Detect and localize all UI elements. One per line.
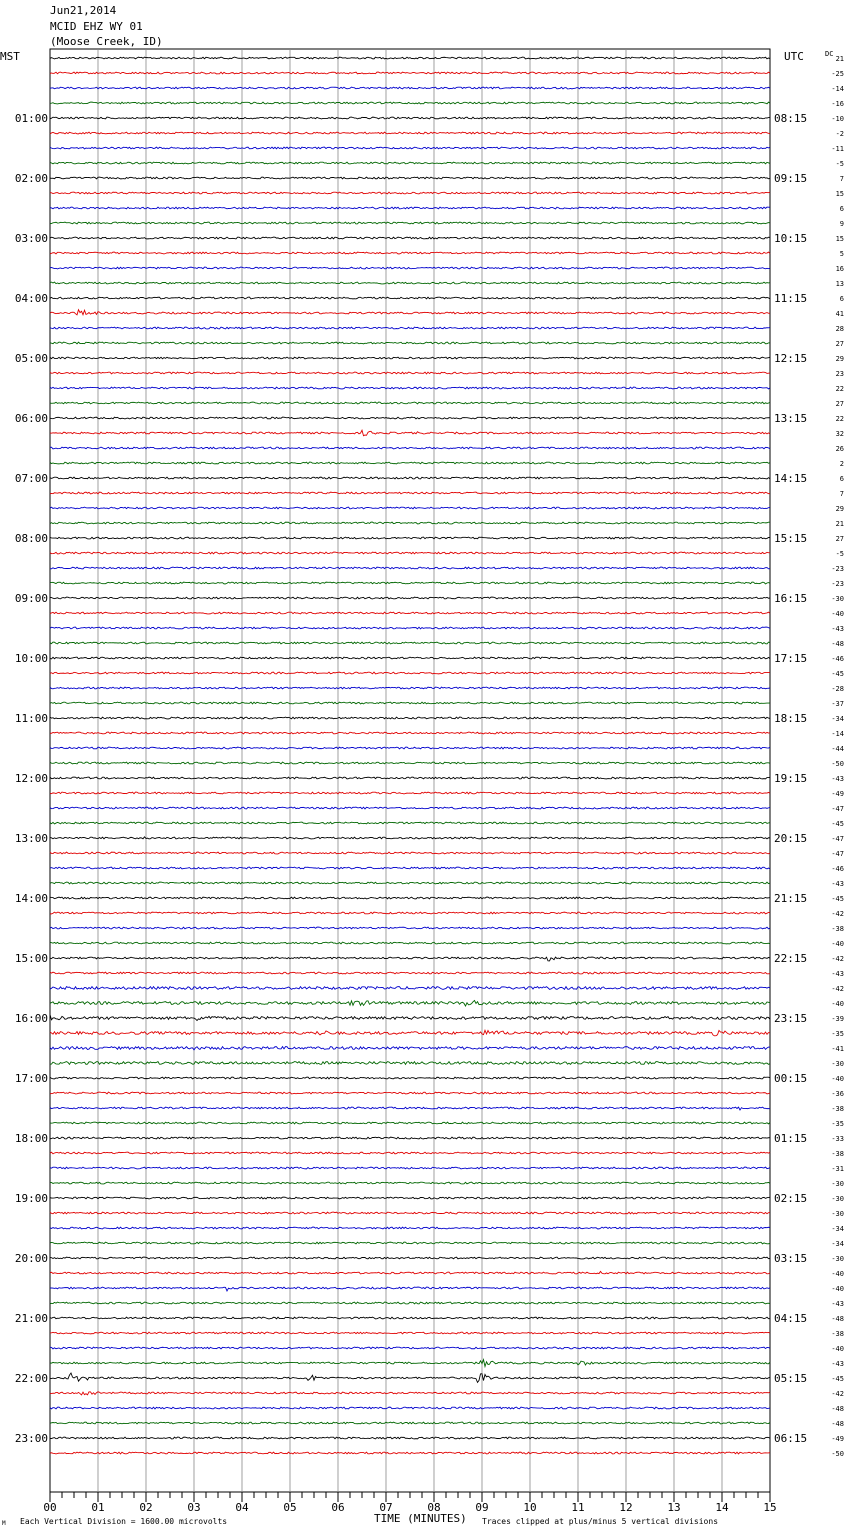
mst-hour-label: 15:00 [14, 952, 48, 965]
utc-hour-label: 14:15 [774, 472, 808, 485]
seismic-trace [50, 1152, 770, 1154]
seismic-trace [50, 972, 770, 974]
dc-offset-label: 27 [835, 535, 844, 543]
seismic-trace [50, 492, 770, 494]
dc-offset-label: -41 [831, 1045, 844, 1053]
x-tick-label: 03 [187, 1501, 201, 1514]
x-tick-label: 11 [571, 1501, 585, 1514]
seismic-trace [50, 612, 770, 614]
dc-offset-label: -34 [831, 715, 844, 723]
x-tick-label: 02 [139, 1501, 153, 1514]
x-tick-label: 15 [763, 1501, 777, 1514]
dc-offset-label: 15 [835, 235, 844, 243]
mst-hour-label: 17:00 [14, 1072, 48, 1085]
seismic-trace [50, 1122, 770, 1124]
x-tick-label: 08 [427, 1501, 441, 1514]
seismic-trace [50, 642, 770, 644]
dc-offset-label: -36 [831, 1090, 844, 1098]
seismic-trace [50, 72, 770, 74]
utc-hour-label: 23:15 [774, 1012, 808, 1025]
dc-offset-label: 9 [839, 220, 844, 228]
dc-offset-label: -45 [831, 820, 844, 828]
dc-offset-label: 26 [835, 445, 844, 453]
dc-offset-label: -43 [831, 625, 844, 633]
mst-hour-label: 02:00 [14, 172, 48, 185]
dc-offset-title: DC [825, 50, 834, 58]
dc-offset-label: 6 [839, 475, 844, 483]
seismic-trace [50, 237, 770, 239]
seismic-trace [50, 537, 770, 539]
seismic-trace [50, 402, 770, 404]
seismic-trace [50, 252, 770, 254]
seismic-trace [50, 747, 770, 749]
dc-offset-label: -14 [831, 85, 844, 93]
dc-offset-label: 32 [835, 430, 844, 438]
dc-offset-label: -14 [831, 730, 844, 738]
dc-offset-label: -42 [831, 955, 844, 963]
seismic-trace [50, 132, 770, 134]
x-tick-label: 10 [523, 1501, 537, 1514]
seismic-trace [50, 1360, 770, 1367]
utc-hour-label: 04:15 [774, 1312, 808, 1325]
dc-offset-label: -38 [831, 1150, 844, 1158]
utc-hour-label: 15:15 [774, 532, 808, 545]
dc-offset-label: -48 [831, 640, 844, 648]
seismic-trace [50, 627, 770, 629]
seismic-trace [50, 222, 770, 224]
seismic-trace [50, 597, 770, 599]
dc-offset-label: -40 [831, 610, 844, 618]
dc-offset-label: -43 [831, 1300, 844, 1308]
dc-offset-label: -40 [831, 1075, 844, 1083]
seismic-trace [50, 1047, 770, 1050]
seismic-trace [50, 1317, 770, 1319]
seismic-trace [50, 1452, 770, 1454]
seismic-trace [50, 1000, 770, 1006]
seismic-trace [50, 1227, 770, 1229]
utc-hour-label: 21:15 [774, 892, 808, 905]
dc-offset-label: 2 [839, 460, 844, 468]
utc-hour-label: 22:15 [774, 952, 808, 965]
dc-offset-label: -35 [831, 1030, 844, 1038]
mst-axis-title: MST [0, 50, 20, 63]
dc-offset-label: -45 [831, 1375, 844, 1383]
utc-hour-label: 12:15 [774, 352, 808, 365]
station-code: MCID EHZ WY 01 [50, 20, 143, 33]
dc-offset-label: -5 [835, 160, 844, 168]
seismic-trace [50, 430, 770, 436]
dc-offset-label: -23 [831, 565, 844, 573]
seismic-trace [50, 1302, 770, 1304]
seismic-trace [50, 522, 770, 524]
seismic-trace [50, 1107, 770, 1110]
dc-offset-label: -40 [831, 1270, 844, 1278]
x-tick-label: 07 [379, 1501, 393, 1514]
seismic-trace [50, 57, 770, 59]
mst-hour-label: 05:00 [14, 352, 48, 365]
seismic-trace [50, 777, 770, 779]
dc-offset-label: 41 [835, 310, 844, 318]
dc-offset-label: -43 [831, 880, 844, 888]
seismic-trace [50, 1212, 770, 1214]
seismic-trace [50, 912, 770, 914]
dc-offset-label: -40 [831, 1285, 844, 1293]
seismic-trace [50, 477, 770, 479]
x-tick-label: 14 [715, 1501, 729, 1514]
dc-offset-label: -43 [831, 970, 844, 978]
utc-hour-label: 08:15 [774, 112, 808, 125]
dc-offset-label: 22 [835, 415, 844, 423]
dc-offset-label: -30 [831, 1060, 844, 1068]
dc-offset-label: -5 [835, 550, 844, 558]
mst-hour-label: 19:00 [14, 1192, 48, 1205]
seismic-trace [50, 87, 770, 89]
dc-offset-label: -40 [831, 1000, 844, 1008]
dc-offset-label: -48 [831, 1420, 844, 1428]
dc-offset-label: 22 [835, 385, 844, 393]
dc-offset-label: 6 [839, 295, 844, 303]
utc-hour-label: 00:15 [774, 1072, 808, 1085]
seismic-trace [50, 807, 770, 809]
seismic-trace [50, 357, 770, 359]
seismic-trace [50, 1030, 770, 1036]
dc-offset-label: 27 [835, 400, 844, 408]
seismic-trace [50, 852, 770, 854]
seismic-trace [50, 462, 770, 464]
dc-offset-label: -42 [831, 910, 844, 918]
dc-offset-label: -33 [831, 1135, 844, 1143]
seismic-trace [50, 552, 770, 554]
seismic-trace [50, 1197, 770, 1199]
mst-hour-label: 13:00 [14, 832, 48, 845]
dc-offset-label: -39 [831, 1015, 844, 1023]
seismic-trace [50, 582, 770, 584]
seismic-trace [50, 882, 770, 884]
dc-offset-label: -35 [831, 1120, 844, 1128]
utc-hour-label: 03:15 [774, 1252, 808, 1265]
dc-offset-label: -45 [831, 670, 844, 678]
seismic-trace [50, 310, 770, 315]
dc-offset-label: -46 [831, 865, 844, 873]
seismic-trace [50, 117, 770, 119]
seismic-trace [50, 942, 770, 944]
seismic-trace [50, 1167, 770, 1169]
dc-offset-label: -30 [831, 1210, 844, 1218]
dc-offset-label: -30 [831, 595, 844, 603]
dc-offset-label: 29 [835, 355, 844, 363]
dc-offset-label: 13 [835, 280, 844, 288]
dc-offset-label: -40 [831, 1345, 844, 1353]
dc-offset-label: -30 [831, 1255, 844, 1263]
seismic-trace [50, 1407, 770, 1409]
seismic-trace [50, 837, 770, 839]
dc-offset-label: -44 [831, 745, 844, 753]
seismic-trace [50, 657, 770, 659]
mst-hour-label: 08:00 [14, 532, 48, 545]
seismic-trace [50, 957, 770, 961]
x-tick-label: 04 [235, 1501, 249, 1514]
seismic-trace [50, 1077, 770, 1079]
mst-hour-label: 04:00 [14, 292, 48, 305]
mst-hour-label: 07:00 [14, 472, 48, 485]
mst-hour-label: 21:00 [14, 1312, 48, 1325]
seismic-trace [50, 1062, 770, 1065]
dc-offset-label: -38 [831, 1105, 844, 1113]
seismic-trace [50, 282, 770, 284]
seismic-trace [50, 177, 770, 179]
x-tick-label: 00 [43, 1501, 57, 1514]
seismic-trace [50, 762, 770, 764]
dc-offset-label: -43 [831, 1360, 844, 1368]
x-tick-label: 12 [619, 1501, 633, 1514]
dc-offset-label: 6 [839, 205, 844, 213]
dc-offset-label: 28 [835, 325, 844, 333]
seismic-trace [50, 822, 770, 824]
seismic-trace [50, 867, 770, 869]
utc-hour-label: 06:15 [774, 1432, 808, 1445]
seismic-trace [50, 1287, 770, 1291]
seismic-trace [50, 672, 770, 674]
dc-offset-label: -23 [831, 580, 844, 588]
utc-hour-label: 18:15 [774, 712, 808, 725]
seismic-trace [50, 1015, 770, 1021]
x-tick-label: 06 [331, 1501, 345, 1514]
seismic-trace [50, 372, 770, 374]
dc-offset-label: 27 [835, 340, 844, 348]
scale-note: Each Vertical Division = 1600.00 microvolts [20, 1517, 228, 1526]
dc-offset-label: -38 [831, 1330, 844, 1338]
dc-offset-label: -34 [831, 1225, 844, 1233]
seismic-trace [50, 717, 770, 719]
seismic-trace [50, 1332, 770, 1334]
dc-offset-label: -49 [831, 790, 844, 798]
seismic-trace [50, 102, 770, 104]
mst-hour-label: 09:00 [14, 592, 48, 605]
seismic-trace [50, 192, 770, 194]
dc-offset-label: 15 [835, 190, 844, 198]
utc-hour-label: 01:15 [774, 1132, 808, 1145]
dc-offset-label: -10 [831, 115, 844, 123]
seismic-trace [50, 1182, 770, 1184]
utc-hour-label: 16:15 [774, 592, 808, 605]
utc-axis-title: UTC [784, 50, 804, 63]
dc-offset-label: -49 [831, 1435, 844, 1443]
dc-offset-label: -16 [831, 100, 844, 108]
mst-hour-label: 16:00 [14, 1012, 48, 1025]
dc-offset-label: -42 [831, 985, 844, 993]
seismic-trace [50, 897, 770, 899]
dc-offset-label: -34 [831, 1240, 844, 1248]
mst-hour-label: 23:00 [14, 1432, 48, 1445]
mst-hour-label: 20:00 [14, 1252, 48, 1265]
dc-offset-label: -25 [831, 70, 844, 78]
utc-hour-label: 09:15 [774, 172, 808, 185]
dc-offset-label: 7 [839, 175, 844, 183]
plot-date: Jun21,2014 [50, 4, 117, 17]
dc-offset-label: -31 [831, 1165, 844, 1173]
seismic-trace [50, 342, 770, 344]
seismic-trace [50, 792, 770, 794]
mst-hour-label: 14:00 [14, 892, 48, 905]
utc-hour-label: 17:15 [774, 652, 808, 665]
mst-hour-label: 01:00 [14, 112, 48, 125]
dc-offset-label: 23 [835, 370, 844, 378]
seismic-trace [50, 387, 770, 389]
seismic-trace [50, 1271, 770, 1273]
seismic-trace [50, 687, 770, 689]
dc-offset-label: 7 [839, 490, 844, 498]
dc-offset-label: -30 [831, 1195, 844, 1203]
station-location: (Moose Creek, ID) [50, 35, 163, 48]
seismic-trace [50, 702, 770, 704]
dc-offset-label: -37 [831, 700, 844, 708]
dc-offset-label: -38 [831, 925, 844, 933]
seismic-trace [50, 927, 770, 929]
seismic-trace [50, 1437, 770, 1439]
x-tick-label: 13 [667, 1501, 681, 1514]
dc-offset-label: 16 [835, 265, 844, 273]
seismic-trace [50, 207, 770, 209]
dc-offset-label: -11 [831, 145, 844, 153]
dc-offset-label: -42 [831, 1390, 844, 1398]
utc-hour-label: 05:15 [774, 1372, 808, 1385]
seismic-trace [50, 327, 770, 329]
utc-hour-label: 10:15 [774, 232, 808, 245]
seismic-trace [50, 567, 770, 569]
utc-hour-label: 11:15 [774, 292, 808, 305]
mst-hour-label: 18:00 [14, 1132, 48, 1145]
x-tick-label: 09 [475, 1501, 489, 1514]
seismic-trace [50, 1347, 770, 1349]
plot-frame [50, 49, 770, 1492]
dc-offset-label: -2 [835, 130, 844, 138]
mst-hour-label: 06:00 [14, 412, 48, 425]
seismic-trace [50, 417, 770, 419]
seismic-trace [50, 1137, 770, 1139]
dc-offset-label: -43 [831, 775, 844, 783]
seismic-trace [50, 447, 770, 449]
seismic-trace [50, 1373, 770, 1382]
mst-hour-label: 11:00 [14, 712, 48, 725]
seismic-trace [50, 507, 770, 509]
clip-note: Traces clipped at plus/minus 5 vertical divisions [482, 1517, 719, 1526]
corner-mark: M [2, 1520, 6, 1527]
utc-hour-label: 13:15 [774, 412, 808, 425]
seismic-trace [50, 1092, 770, 1094]
utc-hour-label: 02:15 [774, 1192, 808, 1205]
mst-hour-label: 12:00 [14, 772, 48, 785]
seismic-trace [50, 147, 770, 149]
seismic-trace [50, 1392, 770, 1395]
dc-offset-label: -28 [831, 685, 844, 693]
mst-hour-label: 10:00 [14, 652, 48, 665]
x-tick-label: 01 [91, 1501, 105, 1514]
x-tick-label: 05 [283, 1501, 297, 1514]
dc-offset-label: 21 [835, 520, 844, 528]
dc-offset-label: -40 [831, 940, 844, 948]
seismic-trace [50, 297, 770, 299]
dc-offset-label: -50 [831, 1450, 844, 1458]
dc-offset-label: -47 [831, 805, 844, 813]
dc-offset-label: 29 [835, 505, 844, 513]
dc-offset-label: -47 [831, 850, 844, 858]
mst-hour-label: 03:00 [14, 232, 48, 245]
dc-offset-label: -50 [831, 760, 844, 768]
utc-hour-label: 20:15 [774, 832, 808, 845]
dc-offset-label: -47 [831, 835, 844, 843]
dc-offset-label: -46 [831, 655, 844, 663]
seismic-trace [50, 1242, 770, 1244]
dc-offset-label: 5 [839, 250, 844, 258]
seismic-trace [50, 1422, 770, 1424]
mst-hour-label: 22:00 [14, 1372, 48, 1385]
seismic-trace [50, 987, 770, 990]
seismic-trace [50, 732, 770, 734]
x-axis-label: TIME (MINUTES) [374, 1512, 467, 1525]
dc-offset-label: -48 [831, 1315, 844, 1323]
dc-offset-label: -45 [831, 895, 844, 903]
dc-offset-label: -30 [831, 1180, 844, 1188]
dc-offset-label: -48 [831, 1405, 844, 1413]
utc-hour-label: 19:15 [774, 772, 808, 785]
seismic-trace [50, 162, 770, 164]
dc-offset-label: 21 [835, 55, 844, 63]
seismic-trace [50, 267, 770, 269]
seismic-trace [50, 1257, 770, 1259]
